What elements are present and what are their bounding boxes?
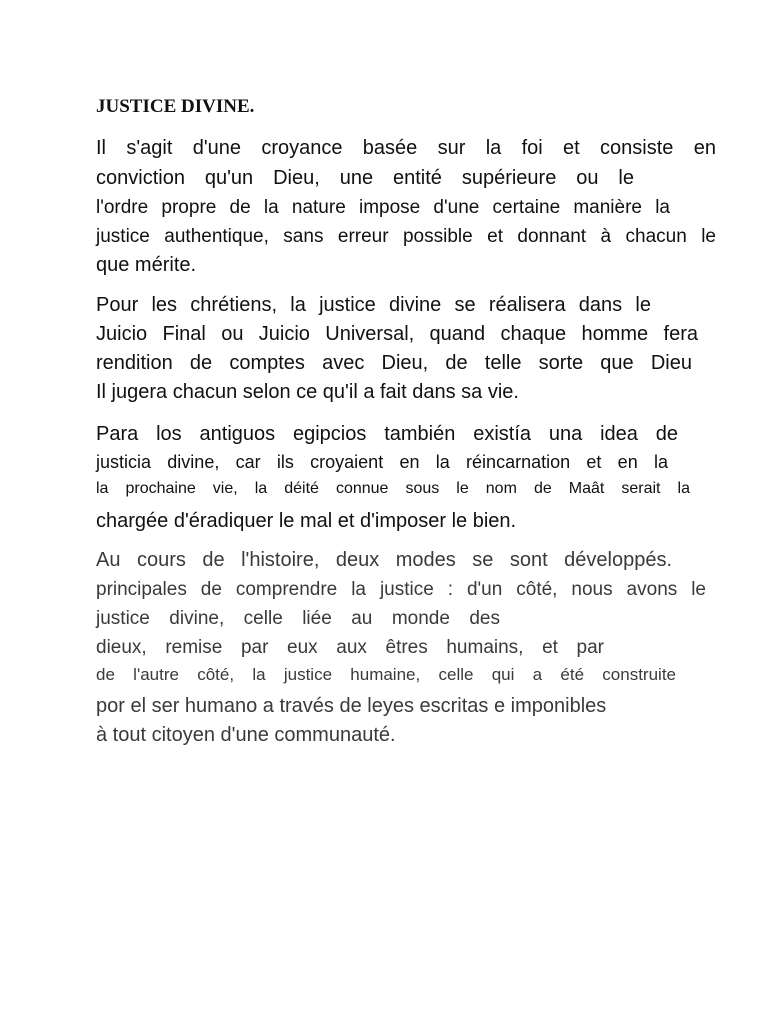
paragraph-line: justice authentique, sans erreur possible et donnant à chacun le bbox=[96, 226, 716, 247]
paragraph-line: justicia divine, car ils croyaient en la réincarnation et en la bbox=[96, 452, 668, 472]
paragraph-line: Il jugera chacun selon ce qu'il a fait dans sa vie. bbox=[96, 381, 519, 403]
paragraph-line: justice divine, celle liée au monde des bbox=[96, 608, 500, 629]
document-title: JUSTICE DIVINE. bbox=[96, 96, 255, 117]
paragraph-line: la prochaine vie, la déité connue sous le nom de Maât serait la bbox=[96, 480, 690, 497]
paragraph-line: de l'autre côté, la justice humaine, celle qui a été construite bbox=[96, 665, 676, 684]
paragraph-line: que mérite. bbox=[96, 254, 197, 276]
paragraph-line: principales de comprendre la justice : d'un côté, nous avons le bbox=[96, 579, 706, 600]
paragraph-line: Il s'agit d'une croyance basée sur la foi et consiste en bbox=[96, 137, 716, 159]
paragraph-line: l'ordre propre de la nature impose d'une certaine manière la bbox=[96, 197, 670, 218]
paragraph-line: chargée d'éradiquer le mal et d'imposer le bien. bbox=[96, 510, 517, 532]
paragraph-line: Juicio Final ou Juicio Universal, quand chaque homme fera bbox=[96, 323, 698, 345]
paragraph-line: por el ser humano a través de leyes escritas e imponibles bbox=[96, 695, 607, 717]
paragraph-line: dieux, remise par eux aux êtres humains, et par bbox=[96, 637, 604, 658]
paragraph-line: rendition de comptes avec Dieu, de telle sorte que Dieu bbox=[96, 352, 692, 374]
paragraph-line: Pour les chrétiens, la justice divine se réalisera dans le bbox=[96, 294, 651, 316]
paragraph-line: à tout citoyen d'une communauté. bbox=[96, 724, 396, 746]
paragraph-line: Au cours de l'histoire, deux modes se sont développés. bbox=[96, 549, 672, 571]
paragraph-line: conviction qu'un Dieu, une entité supérieure ou le bbox=[96, 167, 634, 189]
paragraph-line: Para los antiguos egipcios también existía una idea de bbox=[96, 423, 678, 445]
